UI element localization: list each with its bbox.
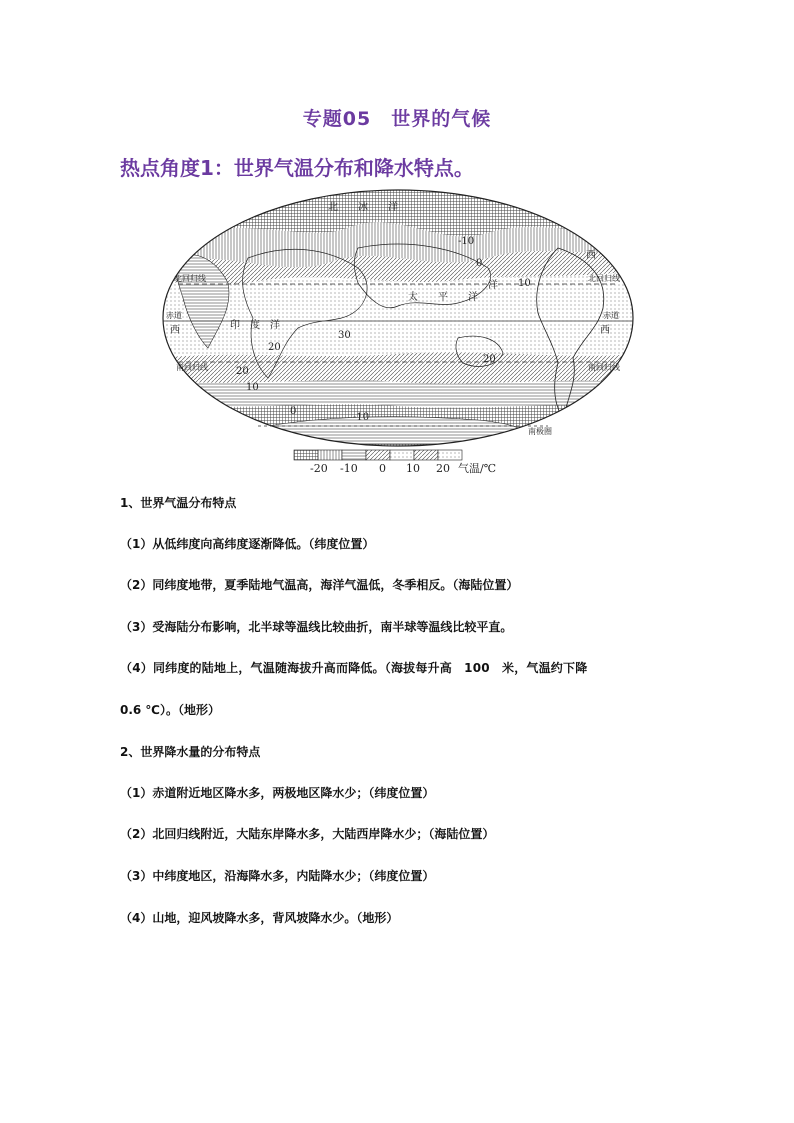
isotherm-label: 10 xyxy=(518,278,531,289)
section1-item: （1）从低纬度向高纬度逐渐降低。（纬度位置） xyxy=(120,537,375,551)
label-indian-ocean: 印 度 洋 xyxy=(230,320,280,331)
world-temperature-map xyxy=(158,188,638,476)
section1-item: （4）同纬度的陆地上，气温随海拔升高而降低。（海拔每升高 100 米，气温约下降 xyxy=(120,661,588,675)
section2-item: （2）北回归线附近，大陆东岸降水多，大陆西岸降水少；（海陆位置） xyxy=(120,827,495,841)
legend-tick: 10 xyxy=(406,462,420,475)
label-equator-left: 赤道 xyxy=(166,311,182,320)
isotherm-label: 10 xyxy=(246,382,259,393)
label-cancer-right: 北回归线 xyxy=(588,274,620,283)
legend-tick: 20 xyxy=(436,462,450,475)
section1-item: （2）同纬度地带，夏季陆地气温高，海洋气温低，冬季相反。（海陆位置） xyxy=(120,578,519,592)
label-equator-right: 赤道 xyxy=(603,311,619,320)
legend-tick: -20 xyxy=(310,462,328,475)
isotherm-label: 20 xyxy=(236,366,249,377)
map-bands xyxy=(158,188,638,448)
legend-unit: 气温/℃ xyxy=(458,462,497,475)
map-legend xyxy=(294,450,496,475)
isotherm-label: 30 xyxy=(338,330,351,341)
isotherm-label: 0 xyxy=(476,258,483,269)
label-west-right: 西 xyxy=(586,250,596,261)
label-west-left: 西 xyxy=(170,325,180,336)
label-west-right2: 西 xyxy=(600,325,610,336)
label-antarctic-circle: 南极圈 xyxy=(528,427,552,436)
section2-title: 2、世界降水量的分布特点 xyxy=(120,745,261,759)
isotherm-label: -10 xyxy=(458,236,475,247)
page-title: 专题05 世界的气候 xyxy=(302,108,492,130)
label-cancer-left: 北回归线 xyxy=(174,274,206,283)
section2-item: （1）赤道附近地区降水多，两极地区降水少；（纬度位置） xyxy=(120,786,435,800)
section1-title: 1、世界气温分布特点 xyxy=(120,496,237,510)
section2-item: （3）中纬度地区，沿海降水多，内陆降水少；（纬度位置） xyxy=(120,869,435,883)
label-capricorn-right: 南回归线 xyxy=(588,363,620,372)
label-ocean-right: 洋 xyxy=(488,280,498,291)
legend-tick: -10 xyxy=(340,462,358,475)
legend-tick: 0 xyxy=(379,462,386,475)
section-heading: 热点角度1：世界气温分布和降水特点。 xyxy=(120,156,474,180)
isotherm-label: 20 xyxy=(268,342,281,353)
section2-item: （4）山地，迎风坡降水多，背风坡降水少。（地形） xyxy=(120,911,399,925)
isotherm-label: 0 xyxy=(290,406,297,417)
isotherm-label: 20 xyxy=(483,354,496,365)
label-arctic-ocean: 北 冰 洋 xyxy=(328,202,398,213)
section1-item: （3）受海陆分布影响，北半球等温线比较曲折，南半球等温线比较平直。 xyxy=(120,620,513,634)
label-capricorn-left: 南回归线 xyxy=(176,363,208,372)
label-pacific-ocean: 太 平 洋 xyxy=(408,292,478,303)
section1-item-continued: 0.6 ℃）。（地形） xyxy=(120,703,220,717)
isotherm-label: -10 xyxy=(353,412,370,423)
